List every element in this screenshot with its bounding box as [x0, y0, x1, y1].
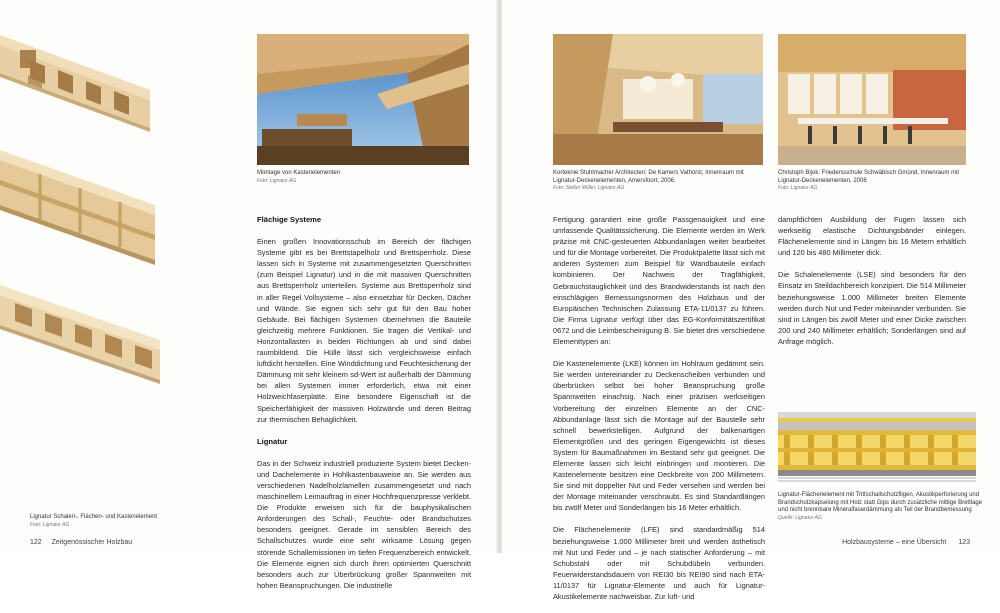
paragraph: dampfdichten Ausbildung der Fugen lassen sich werkseitig elastische Dichtungsbänder einlegen. Flächenelemente sind in Längen bis 16 Metern erhältlich und 120 bis 480 Millimeter dick.: [778, 215, 966, 258]
right-page: [502, 0, 1000, 601]
right-folio: [842, 539, 970, 546]
paragraph: Die Kastenelemente (LKE) können im Hohlraum gedämmt sein. Sie werden untereinander zu Deckenscheiben verbunden und überbrücken selbst bei hoher Beanspruchung große Spannweiten einachsig. Nach einer präzisen werkseitigen Vorbereitung der einzelnen Elemente an der CNC-Abbundanlage lässt sich die Montage auf der Baustelle sehr schnell bewerkstelligen. Aufgrund der balkenartigen Elementgrößen und des geringen Eigengewichts ist dieses System für Baumaßnahmen im Bestand sehr gut geeignet. Die Elemente lassen sich leicht einbringen und montieren. Die Kastenelemente besitzen eine Deckbreite von 200 Millimetern. Sie sind mit doppelter Nut und Feder versehen und werden bei der Montage miteinander verschraubt. Es sind Standardlängen bis zwölf Meter und Sonderlängen bis 16 Meter erhältlich.: [553, 359, 765, 513]
kamers-caption-credit: Foto: Stefan Müller, Lignatur AG: [553, 185, 625, 192]
montage-caption: [257, 170, 469, 185]
left-page: [0, 0, 498, 590]
paragraph: Einen großen Innovationsschub im Bereich der flächigen Systeme gibt es bei Brettstapelholz und Brettsperrholz. Diese lassen sich in Systeme mit zusammengesetzten Querschnitten (zum Beispiel Lignatur) und in die mit massiven Querschnitten aus Brettsperrholz unterteilen. Systeme aus Brettsperrholz sind in aller Regel Vollsysteme – also einsetzbar für Decken, Dächer und Wände. Sie eignen sich sehr gut für den Bau hoher Gebäude. Bei flächigen Systemen übernehmen die Bauteile gleichzeitig mehrere Funktionen. Sie tragen die Vertikal- und Horizontallasten in beiden Richtungen ab und sind dabei raumbildend. Die Hülle lässt sich vergleichsweise einfach luftdicht herstellen. Eine Winddichtung und Feuchtesicherung der Dämmung mit sehr kleinem sd-Wert ist außerhalb der Dämmung bei allen Systemen immer erforderlich, etwa mit einer Holzweichfaserplatte. Eine besondere Eigenschaft ist die Speicherfähigkeit der massiven Holzwände und deren Beitrag zur thermischen Behaglichkeit.: [257, 237, 471, 424]
kamers-caption: [553, 170, 763, 193]
section-heading-lignatur: Lignatur: [257, 436, 288, 446]
running-title: Holzbausysteme – eine Übersicht: [842, 539, 947, 546]
paragraph: Die Schalenelemente (LSE) sind besonders für den Einsatz im Steildachbereich konzipiert. Die 514 Millimeter beziehungsweise 1.000 Millimeter breiten Elemente werden durch Nut und Feder miteinander verbunden. Sie sind in Längen bis zwölf Meter und einer Dicke zwischen 200 und 240 Millimeter erhältlich; Sonderlängen sind auf Anfrage möglich.: [778, 270, 966, 346]
section-heading-flaechige-systeme: Flächige Systeme: [257, 215, 322, 224]
kamers-caption-text: Korteknie Stuhlmacher Architecten: De Kamers Vathorst, Innenraum mit Lignatur-Deckenelementen, Amersfoort, 2006.: [553, 170, 744, 184]
flaechenelement-section-diagram: [778, 410, 976, 486]
page-number: 123: [958, 539, 970, 546]
kamers-vathorst-photo: [553, 34, 763, 165]
friedensschule-caption-text: Christoph Bijok: Friedensschule Schwäbisch Gmünd, Innenraum mit Lignatur-Deckenelementen, 2006: [778, 170, 960, 184]
paragraph: Fertigung garantiert eine große Passgenauigkeit und eine umfassende Qualitätssicherung. Die Elemente werden im Werk präzise mit CNC-gesteuerten Abbundanlagen weiter bearbeitet und für die Montage vorbereitet. Die Produktpalette lässt sich mit anderen Systemen zum Beispiel für Wandbauteile einfach kombinieren. Der Nachweis der Tragfähigkeit, Gebrauchstauglichkeit und des Brandwiderstands ist nach den einschlägigen Bemessungsnormen des Holzbaus und der Europäischen Technischen Zulassung ETA-11/0137 zu führen. Die Firma Lignatur verfügt über das EG-Konformitätszertifikat 0672 und die Leimbescheinigung B. Sie bietet drei verschiedene Elementtypen an:: [553, 215, 765, 347]
montage-photo: [257, 34, 469, 165]
left-folio: [30, 539, 132, 546]
paragraph: Das in der Schweiz industriell produzierte System bietet Decken- und Dachelemente in Hohlkastenbauweise an. Sie werden aus verschiedenen Nadelholzlamellen zusammengesetzt und nach maschinellem Leimauftrag in einer Hochfrequenzpresse verklebt. Die Produkte erweisen sich für die bauphysikalischen Anforderungen des Schall-, Feuchte- oder Brandschutzes besonders geeignet. Gerade im sensiblen Bereich des Schallschutzes wurde eine sehr wirksame Lösung gegen störende Schallemissionen im tiefen Frequenzbereich entwickelt. Die Elemente eignen sich durch ihren optimierten Querschnitt besonders auch zur Überbrückung großer Spannweiten mit hohen Beanspruchungen. Die industrielle: [257, 458, 471, 590]
panel-caption: [30, 514, 200, 529]
diagram-caption-credit: Quelle: Lignatur AG: [778, 514, 822, 521]
page-number: 122: [30, 539, 42, 546]
paragraph: Die Flächenelemente (LFE) sind standardmäßig 514 beziehungsweise 1.000 Millimeter breit und werden ästhetisch mit Nut und Feder und – je nach statischer Anforderung – mit Schubstahl oder mit Schubdübeln verbunden. Feuerwiderstandsdauern von REI30 bis REI90 sind nach ETA-11/0137 für Lignatur-Elemente und auch für Lignatur-Akustikelemente nachweisbar. Zur luft- und: [553, 525, 765, 601]
friedensschule-caption-credit: Foto: Lignatur AG: [778, 185, 818, 192]
panel-caption-credit: Foto: Lignatur AG: [30, 521, 70, 528]
left-text-column: [257, 214, 471, 602]
friedensschule-photo: [778, 34, 966, 165]
running-title: Zeitgenössischer Holzbau: [51, 539, 133, 546]
lignatur-elements-illustration: [0, 20, 180, 510]
montage-caption-text: Montage von Kastenelementen: [257, 170, 341, 176]
right-text-column-2: [778, 214, 966, 358]
montage-caption-credit: Foto: Lignatur AG: [257, 177, 297, 184]
diagram-caption-text: Lignatur-Flächenelement mit Trittschallschutzfilgen, Akustikperforierung und Brandschutzkapselung mit Holz statt Gips durch zusätzliche mittige Brettlage und nicht brennbare Mineralfaserdämmung als Teil der Brandbemessung: [778, 492, 983, 514]
friedensschule-caption: [778, 170, 978, 193]
diagram-caption: [778, 492, 986, 522]
panel-caption-text: Lignatur Schalen-, Flächen- und Kastenelement: [30, 514, 158, 520]
right-text-column-1: [553, 214, 765, 613]
